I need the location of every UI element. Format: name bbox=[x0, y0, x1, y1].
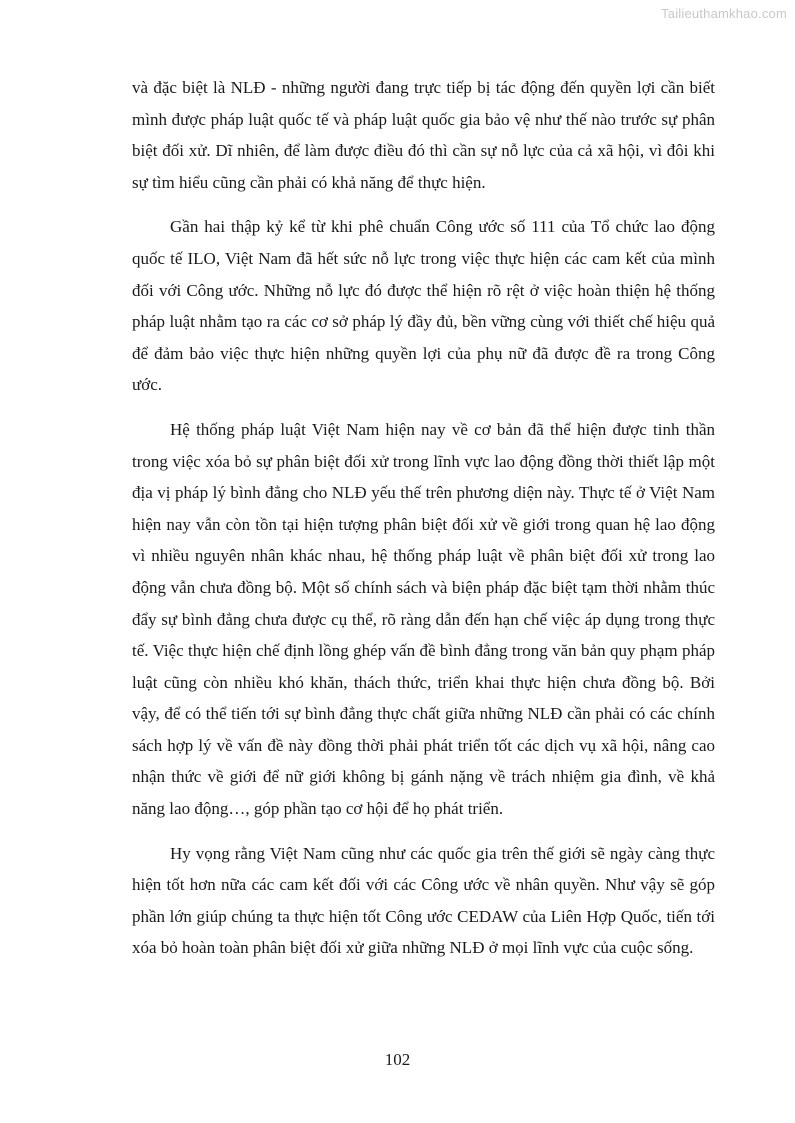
paragraph: Hệ thống pháp luật Việt Nam hiện nay về cơ bản đã thể hiện được tinh thần trong việc xóa bỏ sự phân biệt đối xử trong lĩnh vực lao động đồng thời thiết lập một địa vị pháp lý bình đẳng cho NLĐ yếu thế trên phương diện này. Thực tế ở Việt Nam hiện nay vẫn còn tồn tại hiện tượng phân biệt đối xử về giới trong quan hệ lao động vì nhiều nguyên nhân khác nhau, hệ thống pháp luật về phân biệt đối xử trong lao động vẫn chưa đồng bộ. Một số chính sách và biện pháp đặc biệt tạm thời nhằm thúc đẩy sự bình đẳng chưa được cụ thể, rõ ràng dẫn đến hạn chế việc áp dụng trong thực tế. Việc thực hiện chế định lồng ghép vấn đề bình đẳng trong văn bản quy phạm pháp luật cũng còn nhiều khó khăn, thách thức, triển khai thực hiện chưa đồng bộ. Bởi vậy, để có thể tiến tới sự bình đẳng thực chất giữa những NLĐ cần phải có các chính sách hợp lý về vấn đề này đồng thời phải phát triển tốt các dịch vụ xã hội, nâng cao nhận thức về giới để nữ giới không bị gánh nặng về trách nhiệm gia đình, về khả năng lao động…, góp phần tạo cơ hội để họ phát triển. bbox=[132, 419, 715, 819]
paragraph-continuation: và đặc biệt là NLĐ - những người đang trực tiếp bị tác động đến quyền lợi cần biết mình được pháp luật quốc tế và pháp luật quốc gia bảo vệ như thế nào trước sự phân biệt đối xử. Dĩ nhiên, để làm được điều đó thì cần sự nỗ lực của cả xã hội, vì đôi khi sự tìm hiểu cũng cần phải có khả năng để thực hiện. bbox=[132, 78, 715, 192]
paragraph: Hy vọng rằng Việt Nam cũng như các quốc gia trên thế giới sẽ ngày càng thực hiện tốt hơn nữa các cam kết đối với các Công ước về nhân quyền. Như vậy sẽ góp phần lớn giúp chúng ta thực hiện tốt Công ước CEDAW của Liên Hợp Quốc, tiến tới xóa bỏ hoàn toàn phân biệt đối xử giữa những NLĐ ở mọi lĩnh vực của cuộc sống. bbox=[132, 843, 715, 958]
page-number: 102 bbox=[384, 1050, 411, 1069]
watermark: Tailieuthamkhao.com bbox=[661, 6, 787, 21]
document-body bbox=[132, 72, 715, 977]
paragraph: Gần hai thập kỷ kể từ khi phê chuẩn Công ước số 111 của Tổ chức lao động quốc tế ILO, Việt Nam đã hết sức nỗ lực trong việc thực hiện các cam kết của mình đối với Công ước. Những nỗ lực đó được thể hiện rõ rệt ở việc hoàn thiện hệ thống pháp luật nhằm tạo ra các cơ sở pháp lý đầy đủ, bền vững cùng với thiết chế hiệu quả để đảm bảo việc thực hiện những quyền lợi của phụ nữ đã được đề ra trong Công ước. bbox=[132, 217, 715, 395]
